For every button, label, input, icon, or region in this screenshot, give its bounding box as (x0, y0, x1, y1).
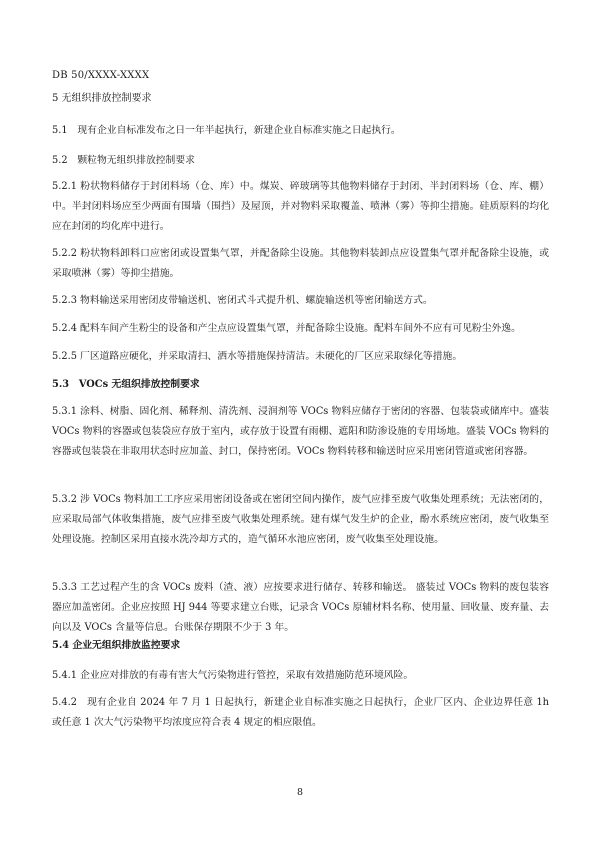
paragraph-5-2-1: 5.2.1 粉状物料储存于封闭料场（仓、库）中。煤炭、碎玻璃等其他物料储存于封闭、半封闭料场（仓、库、棚）中。半封闭料场应至少两面有围墙（围挡）及屋顶，并对物料采取覆盖、喷淋（雾）等抑尘措施。硅质原料的均化应在封闭的均化库中进行。 (52, 181, 549, 232)
section-title: 5 无组织排放控制要求 (52, 93, 152, 104)
paragraph-5-2-2: 5.2.2 粉状物料卸料口应密闭或设置集气罩，并配备除尘设施。其他物料装卸点应设置集气罩并配备除尘设施，或采取喷淋（雾）等抑尘措施。 (52, 248, 549, 279)
heading-5-3: 5.3 VOCs 无组织排放控制要求 (52, 379, 200, 390)
heading-5-4: 5.4 企业无组织排放监控要求 (52, 640, 181, 651)
paragraph-5-2-5: 5.2.5 厂区道路应硬化，并采取清扫、洒水等措施保持清洁。未硬化的厂区应采取绿化等措施。 (52, 351, 463, 362)
paragraph-5-4-2: 5.4.2 现有企业自 2024 年 7 月 1 日起执行，新建企业自标准实施之日起执行，企业厂区内、企业边界任意 1h 或任意 1 次大气污染物平均浓度应符合表 4 规定的相应限值。 (52, 697, 549, 728)
paragraph-5-3-1: 5.3.1 涂料、树脂、固化剂、稀释剂、清洗剂、浸润剂等 VOCs 物料应储存于密闭的容器、包装袋或储库中。盛装 VOCs 物料的容器或包装袋应存放于室内，或存放于设置有雨棚、遮阳和防渗设施的专用场地。盛装 VOCs 物料的容器或包装袋在非取用状态时应加盖、封口，保持密闭。VOCs 物料转移和输送时应采用密闭管道或密闭容器。 (52, 406, 549, 457)
paragraph-5-2-4: 5.2.4 配料车间产生粉尘的设备和产尘点应设置集气罩，并配备除尘设施。配料车间外不应有可见粉尘外逸。 (52, 323, 521, 334)
paragraph-5-3-3: 5.3.3 工艺过程产生的含 VOCs 废料（渣、液）应按要求进行储存、转移和输送。 盛装过 VOCs 物料的废包装容器应加盖密闭。企业应按照 HJ 944 等要求建立台账，记录含 VOCs 原辅材料名称、使用量、回收量、废弃量、去向以及 VOCs 含量等信息。台账保存期限不少于 3 年。 (52, 582, 549, 633)
paragraph-5-1: 5.1 现有企业自标准发布之日一年半起执行，新建企业自标准实施之日起执行。 (52, 125, 401, 136)
page-number: 8 (296, 787, 304, 798)
paragraph-5-2-3: 5.2.3 物料输送采用密闭皮带输送机、密闭式斗式提升机、螺旋输送机等密闭输送方式。 (52, 295, 433, 306)
paragraph-5-3-2: 5.3.2 涉 VOCs 物料加工工序应采用密闭设备或在密闭空间内操作，废气应排至废气收集处理系统；无法密闭的，应采取局部气体收集措施，废气应排至废气收集处理系统。建有煤气发生炉的企业，酚水系统应密闭，废气收集至处理设施。控制区采用直接水洗冷却方式的，造气循环水池应密闭，废气收集至处理设施。 (52, 494, 549, 545)
paragraph-5-4-1: 5.4.1 企业应对排放的有毒有害大气污染物进行管控，采取有效措施防范环境风险。 (52, 670, 414, 681)
heading-5-2: 5.2 颗粒物无组织排放控制要求 (52, 155, 195, 166)
standard-number: DB 50/XXXX-XXXX (52, 70, 150, 81)
